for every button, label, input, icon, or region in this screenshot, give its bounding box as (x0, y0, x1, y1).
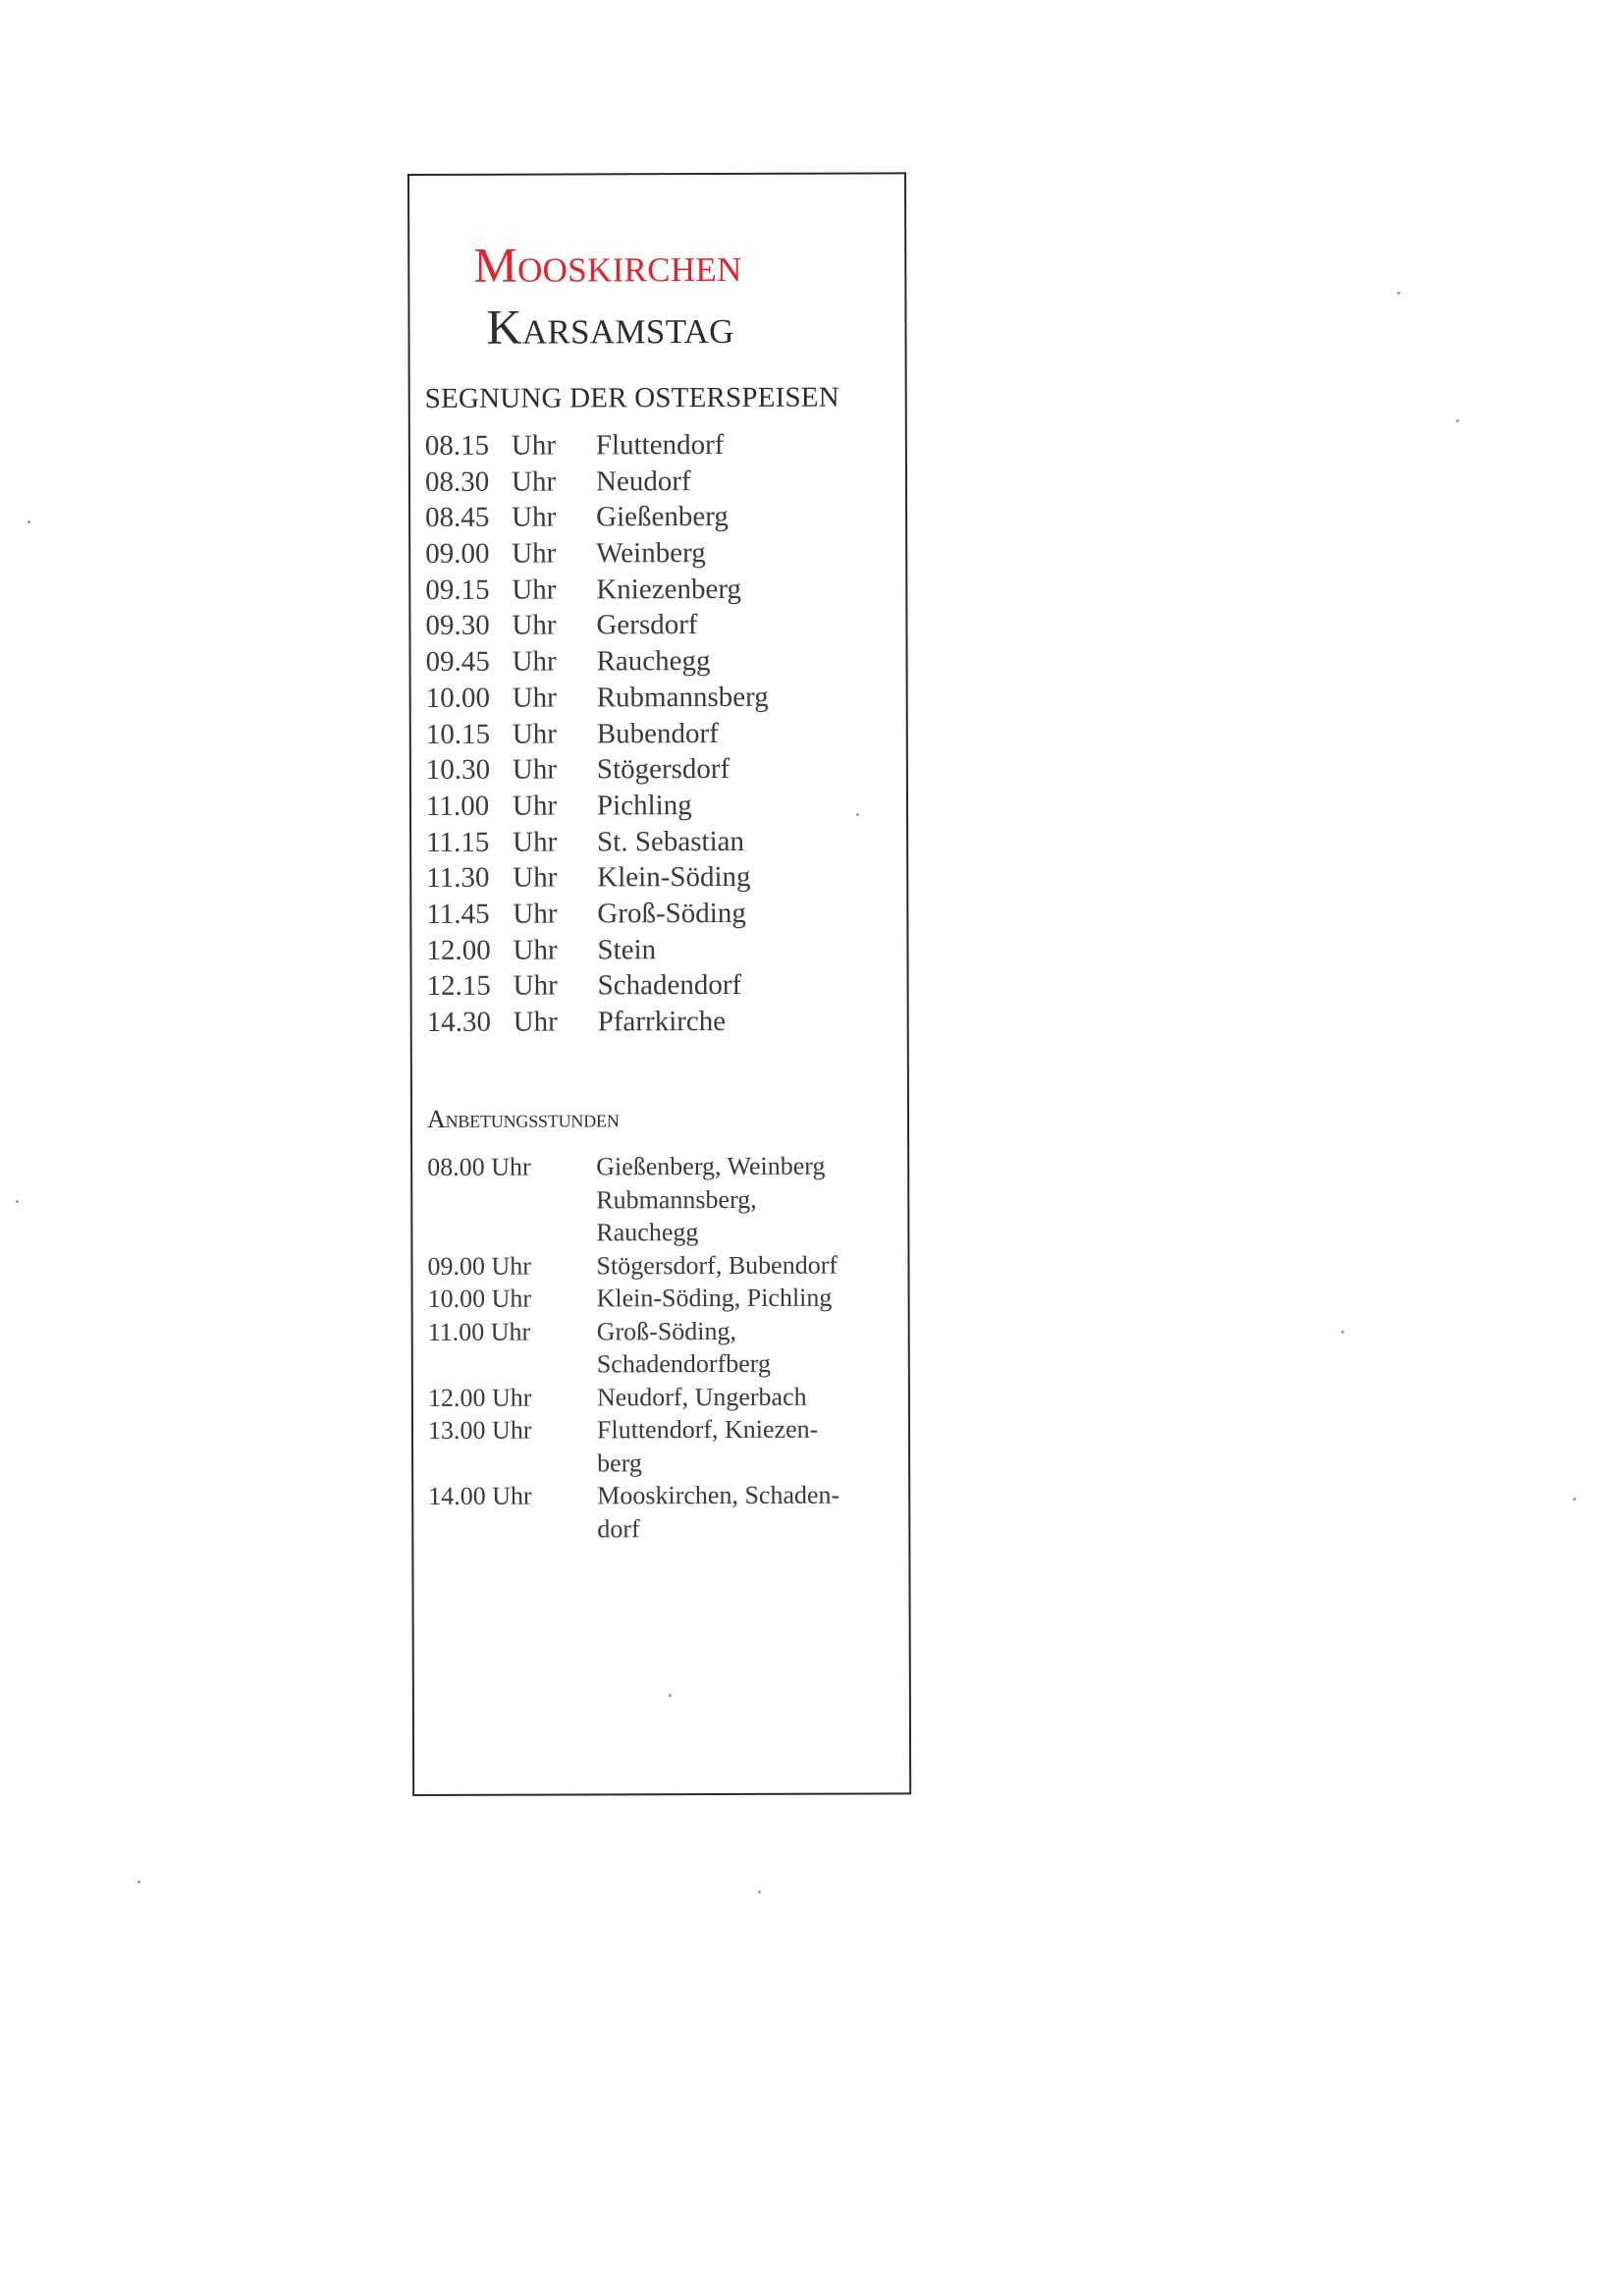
blessing-unit: Uhr (513, 1006, 558, 1038)
blessing-row (425, 607, 768, 644)
blessing-unit: Uhr (512, 574, 557, 606)
blessing-place: Schadendorf (597, 969, 742, 1002)
blessing-row (427, 967, 770, 1005)
scan-speck (1456, 419, 1459, 422)
adoration-row (427, 1248, 891, 1283)
blessing-place: Bubendorf (596, 717, 719, 749)
blessing-time: 08.30 (424, 465, 490, 498)
adoration-places: Klein-Söding, Pichling (596, 1283, 833, 1313)
scan-speck (16, 1200, 19, 1203)
blessing-unit: Uhr (513, 826, 558, 858)
blessing-place: Rubmannsberg (596, 681, 769, 714)
blessing-place: Neudorf (595, 465, 691, 498)
adoration-schedule-list (427, 1149, 892, 1545)
blessing-time: 09.45 (425, 645, 490, 679)
adoration-time: 08.00 Uhr (427, 1152, 531, 1181)
schedule-card (407, 172, 911, 1796)
blessing-place: Stögersdorf (596, 753, 730, 786)
scan-speck (27, 520, 30, 523)
blessing-place: Pfarrkirche (597, 1005, 727, 1038)
scan-speck (1397, 292, 1400, 295)
scan-speck (856, 813, 859, 816)
blessing-place: Fluttendorf (595, 428, 725, 462)
adoration-time: 11.00 Uhr (427, 1317, 531, 1346)
blessing-unit: Uhr (513, 934, 558, 966)
adoration-time: 12.00 Uhr (427, 1383, 532, 1412)
adoration-row (428, 1380, 892, 1414)
adoration-row (428, 1478, 892, 1545)
adoration-places: Mooskirchen, Schaden- dorf (597, 1480, 840, 1543)
adoration-heading: Anbetungsstunden (426, 1104, 620, 1133)
blessing-row (425, 499, 768, 536)
blessing-unit: Uhr (512, 501, 557, 534)
blessing-place: Klein-Söding (597, 861, 751, 894)
blessing-row (426, 788, 769, 825)
blessing-row (426, 643, 769, 681)
blessing-place: Weinberg (596, 537, 706, 570)
adoration-row (428, 1412, 892, 1479)
blessing-heading: SEGNUNG DER OSTERSPEISEN (424, 381, 839, 414)
adoration-time: 09.00 Uhr (427, 1251, 531, 1281)
adoration-places: Stögersdorf, Bubendorf (596, 1250, 839, 1280)
blessing-unit: Uhr (513, 861, 558, 894)
blessing-unit: Uhr (512, 753, 558, 786)
blessing-unit: Uhr (511, 429, 557, 462)
blessing-unit: Uhr (512, 609, 557, 642)
blessing-place: Gersdorf (596, 609, 698, 641)
day-title: Karsamstag (486, 298, 734, 355)
adoration-places: Groß-Söding, Schadendorfberg (596, 1316, 771, 1379)
blessing-row (426, 751, 769, 789)
scan-speck (1341, 1331, 1344, 1334)
blessing-place: Groß-Söding (597, 897, 746, 930)
adoration-time: 14.00 Uhr (428, 1481, 532, 1510)
blessing-row (426, 715, 769, 752)
adoration-row (428, 1281, 892, 1315)
blessing-time: 11.00 (425, 790, 490, 822)
blessing-time: 09.00 (425, 537, 490, 571)
blessing-row (426, 680, 769, 717)
blessing-time: 08.45 (425, 502, 490, 534)
blessing-row (425, 572, 768, 609)
adoration-places: Gießenberg, Weinberg Rubmannsberg, Rauchegg (596, 1151, 826, 1247)
blessing-time: 11.30 (426, 861, 490, 895)
scan-speck (1573, 1498, 1576, 1501)
blessing-row (426, 931, 769, 968)
blessing-place: Stein (597, 933, 657, 966)
blessing-time: 09.30 (425, 610, 490, 642)
blessing-time: 10.15 (425, 718, 491, 750)
blessing-place: Rauchegg (596, 645, 711, 678)
blessing-unit: Uhr (512, 645, 557, 678)
blessing-time: 10.00 (425, 682, 490, 714)
blessing-unit: Uhr (513, 898, 558, 930)
scan-speck (758, 1890, 761, 1893)
blessing-place: Pichling (596, 789, 692, 822)
blessing-time: 09.15 (425, 574, 490, 606)
adoration-time: 13.00 Uhr (427, 1415, 532, 1445)
adoration-places: Fluttendorf, Kniezen- berg (596, 1414, 819, 1477)
blessing-time: 08.15 (424, 429, 490, 462)
blessing-unit: Uhr (512, 682, 557, 714)
blessing-time: 14.30 (426, 1006, 492, 1038)
scan-speck (669, 1694, 672, 1697)
blessing-unit: Uhr (512, 537, 557, 570)
blessing-row (426, 823, 769, 860)
blessing-unit: Uhr (512, 718, 557, 750)
blessing-unit: Uhr (512, 790, 558, 822)
blessing-unit: Uhr (511, 465, 557, 498)
blessing-place: St. Sebastian (597, 825, 745, 857)
blessing-row (425, 464, 768, 501)
blessing-row (426, 896, 769, 933)
adoration-places: Neudorf, Ungerbach (596, 1382, 807, 1411)
blessing-row (427, 1004, 770, 1041)
blessing-place: Kniezenberg (596, 573, 742, 606)
scan-speck (137, 1881, 140, 1884)
adoration-time: 10.00 Uhr (427, 1284, 532, 1313)
adoration-row (427, 1149, 891, 1249)
blessing-unit: Uhr (513, 969, 558, 1002)
blessing-time: 12.15 (426, 970, 491, 1003)
blessing-schedule-list (425, 427, 770, 1041)
parish-title: Mooskirchen (473, 236, 742, 293)
blessing-row (425, 427, 768, 465)
adoration-row (428, 1314, 892, 1381)
blessing-time: 12.00 (426, 934, 491, 966)
blessing-time: 10.30 (425, 753, 491, 787)
blessing-row (426, 859, 769, 897)
blessing-place: Gießenberg (596, 501, 729, 533)
blessing-time: 11.45 (426, 898, 490, 930)
blessing-row (425, 535, 768, 573)
blessing-time: 11.15 (426, 826, 490, 858)
